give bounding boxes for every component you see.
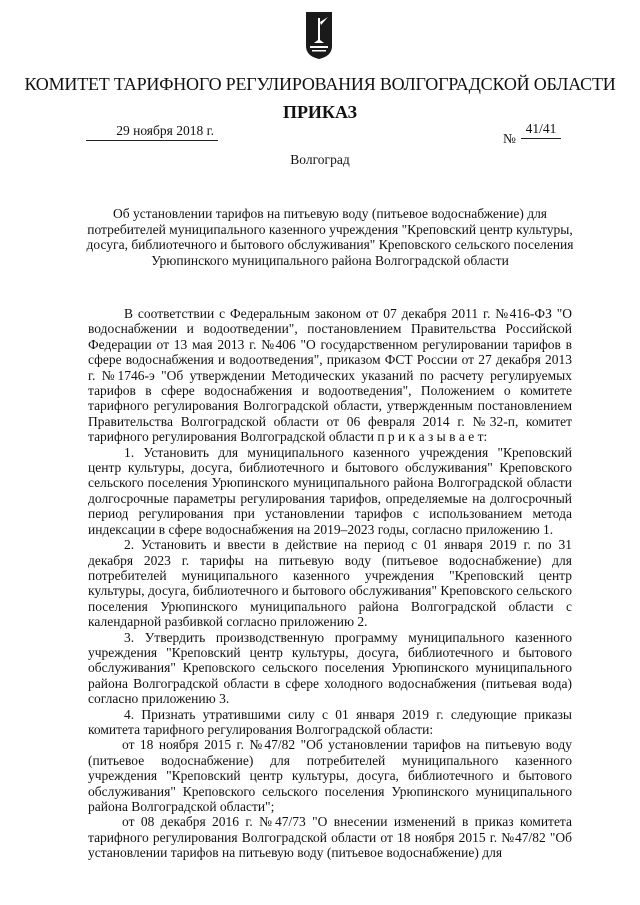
clause-1: 1. Установить для муниципального казенного учреждения "Креповский центр культуры, досуга, библиотечного и бытового обслуживания" Креповского сельского поселения Урюпинского муниципального района Волгоградской области долгосрочные параметры регулирования тарифов, определяемые на долгосрочный период регулирования при установлении тарифов с использованием метода индексации в сфере водоснабжения на 2019–2023 годы, согласно приложению 1.	[88, 444, 572, 537]
volgograd-coat-of-arms-icon	[304, 10, 334, 60]
clause-3: 3. Утвердить производственную программу муниципального казенного учреждения "Креповский центр культуры, досуга, библиотечного и бытового обслуживания" Креповского сельского поселения Урюпинского муниципального района Волгоградской области в сфере холодного водоснабжения (питьевая вода) согласно приложению 3.	[88, 629, 572, 707]
order-subject: Об установлении тарифов на питьевую воду (питьевое водоснабжение) для потребителей муниципального казенного учреждения "Креповский центр культуры, досуга, библиотечного и бытового обслуживания" Креповского сельского поселения Урюпинского муниципального района Волгоградской области	[86, 206, 574, 268]
preamble-paragraph: В соответствии с Федеральным законом от 07 декабря 2011 г. №416-ФЗ "О водоснабжении и водоотведении", постановлением Правительства Российской Федерации от 13 мая 2013 г. №406 "О государственном регулировании тарифов в сфере водоснабжения и водоотведения", приказом ФСТ России от 27 декабря 2013 г. №1746-э "Об утверждении Методических указаний по расчету регулируемых тарифов в сфере водоснабжения и водоотведения", Положением о комитете тарифного регулирования Волгоградской области, утвержденным постановлением Правительства Волгоградской области от 06 февраля 2014 г. №32-п, комитет тарифного регулирования Волгоградской области п р и к а з ы в а е т:	[88, 306, 572, 445]
order-number-sign: №	[503, 131, 516, 146]
repealed-order-1: от 18 ноября 2015 г. №47/82 "Об установлении тарифов на питьевую воду (питьевое водоснабжение) для потребителей муниципального казенного учреждения "Креповский центр культуры, досуга, библиотечного и бытового обслуживания" Креповского сельского поселения Урюпинского муниципального района Волгоградской области";	[88, 737, 572, 814]
order-number: 41/41	[521, 120, 561, 139]
order-date: 29 ноября 2018 г.	[86, 122, 218, 141]
city: Волгоград	[290, 152, 350, 167]
clause-4: 4. Признать утратившими силу с 01 января 2019 г. следующие приказы комитета тарифного регулирования Волгоградской области:	[88, 706, 572, 737]
order-body	[88, 306, 572, 861]
clause-2: 2. Установить и ввести в действие на период с 01 января 2019 г. по 31 декабря 2023 г. тарифы на питьевую воду (питьевое водоснабжение) для потребителей муниципального казенного учреждения "Креповский центр культуры, досуга, библиотечного и бытового обслуживания" Креповского сельского поселения Урюпинского муниципального района Волгоградской области с календарной разбивкой согласно приложению 2.	[88, 537, 572, 630]
order-title: ПРИКАЗ	[282, 102, 358, 122]
committee-name: КОМИТЕТ ТАРИФНОГО РЕГУЛИРОВАНИЯ ВОЛГОГРАДСКОЙ ОБЛАСТИ	[24, 74, 616, 94]
repealed-order-2: от 08 декабря 2016 г. №47/73 "О внесении изменений в приказ комитета тарифного регулирования Волгоградской области от 18 ноября 2015 г. №47/82 "Об установлении тарифов на питьевую воду (питьевое водоснабжение) для	[88, 814, 572, 861]
